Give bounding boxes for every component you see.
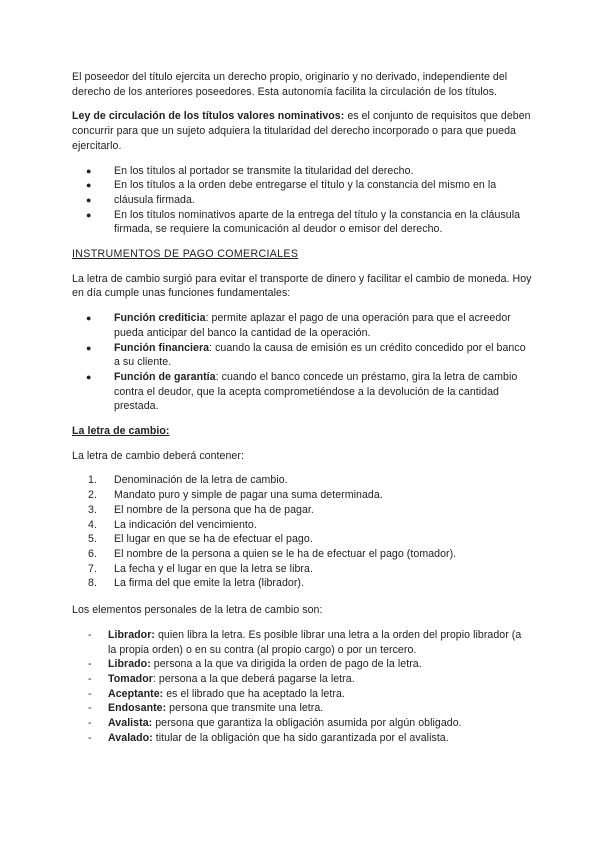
- letra-heading: La letra de cambio:: [72, 425, 170, 438]
- personal-elements-list: [72, 628, 532, 746]
- dash-icon: -: [88, 628, 92, 641]
- dash-icon: -: [88, 717, 92, 730]
- bullet-icon: ●: [86, 180, 92, 191]
- dash-icon: -: [88, 672, 92, 685]
- ley-circulacion-term: Ley de circulación de los títulos valores nominativos:: [72, 110, 345, 123]
- dash-icon: -: [88, 731, 92, 744]
- list-item: 6. El nombre de la persona a quien se le ha de efectuar el pago (tomador).: [88, 547, 457, 560]
- list-item: - Librador: quien libra la letra. Es posible librar una letra a la orden del propio librador (a la propia orden) o en su contra (al propio cargo) o por un tercero.: [88, 628, 522, 656]
- list-item: 3. El nombre de la persona que ha de pagar.: [88, 503, 314, 516]
- list-item: 2. Mandato puro y simple de pagar una suma determinada.: [88, 489, 383, 502]
- bullet-icon: ●: [86, 342, 92, 353]
- ley-circulacion-text: es el conjunto de requisitos que deben concurrir para que un sujeto adquiera la titularidad del derecho incorporado o para que pueda ejercitarlo.: [72, 110, 531, 152]
- instruments-paragraph: La letra de cambio surgió para evitar el transporte de dinero y facilitar el cambio de moneda. Hoy en día cumple unas funciones fundamentales:: [72, 272, 532, 300]
- document-page: [72, 70, 532, 745]
- dash-icon: -: [88, 687, 92, 700]
- list-item: 1. Denominación de la letra de cambio.: [88, 474, 288, 487]
- ley-circulacion-paragraph: [72, 109, 532, 153]
- list-item: ● Función crediticia: permite aplazar el pago de una operación para que el acreedor pueda anticipar del banco la cantidad de la operación.: [86, 312, 511, 339]
- list-item: - Librado: persona a la que va dirigida la orden de pago de la letra.: [88, 658, 422, 671]
- list-item: ● Función financiera: cuando la causa de emisión es un crédito concedido por el banco a su cliente.: [86, 341, 526, 369]
- instruments-heading: INSTRUMENTOS DE PAGO COMERCIALES: [72, 248, 299, 261]
- bullet-icon: ●: [86, 165, 92, 176]
- dash-icon: -: [88, 702, 92, 715]
- list-item: ● En los títulos a la orden debe entregarse el título y la constancia del mismo en la: [86, 179, 497, 192]
- contents-list: [72, 473, 532, 591]
- bullet-icon: ●: [86, 209, 92, 220]
- letra-contents-intro: La letra de cambio deberá contener:: [72, 449, 244, 462]
- list-item: - Avalista: persona que garantiza la obligación asumida por algún obligado.: [88, 717, 462, 730]
- bullet-icon: ●: [86, 371, 92, 382]
- bullet-icon: ●: [86, 194, 92, 205]
- list-item: ● En los títulos nominativos aparte de la entrega del título y la constancia en la cláusula firmada, se requiere la comunicación al deudor o emisor del derecho.: [86, 208, 521, 236]
- list-item: - Aceptante: es el librado que ha aceptado la letra.: [88, 687, 345, 700]
- list-item: - Endosante: persona que transmite una letra.: [88, 702, 324, 715]
- list-item: 7. La fecha y el lugar en que la letra se libra.: [88, 562, 313, 575]
- list-item: ● En los títulos al portador se transmite la titularidad del derecho.: [86, 164, 414, 177]
- bullet-icon: ●: [86, 313, 92, 324]
- list-item: 8. La firma del que emite la letra (librador).: [88, 577, 304, 590]
- list-item: 4. La indicación del vencimiento.: [88, 518, 257, 531]
- list-item: - Tomador: persona a la que deberá pagarse la letra.: [88, 672, 355, 685]
- dash-icon: -: [88, 658, 92, 671]
- list-item: 5. El lugar en que se ha de efectuar el pago.: [88, 533, 313, 546]
- list-item: ● cláusula firmada.: [86, 193, 195, 206]
- personal-elements-intro: Los elementos personales de la letra de cambio son:: [72, 604, 323, 617]
- list-item: ● Función de garantía: cuando el banco concede un préstamo, gira la letra de cambio contra el deudor, que la acepta comprometiéndose a la devolución de la cantidad prestada.: [86, 370, 518, 413]
- functions-list: [72, 311, 532, 414]
- circulation-list: [72, 164, 532, 238]
- intro-paragraph: El poseedor del título ejercita un derecho propio, originario y no derivado, independiente del derecho de los anteriores poseedores. Esta autonomía facilita la circulación de los títulos.: [72, 71, 508, 98]
- list-item: - Avalado: titular de la obligación que ha sido garantizada por el avalista.: [88, 731, 449, 744]
